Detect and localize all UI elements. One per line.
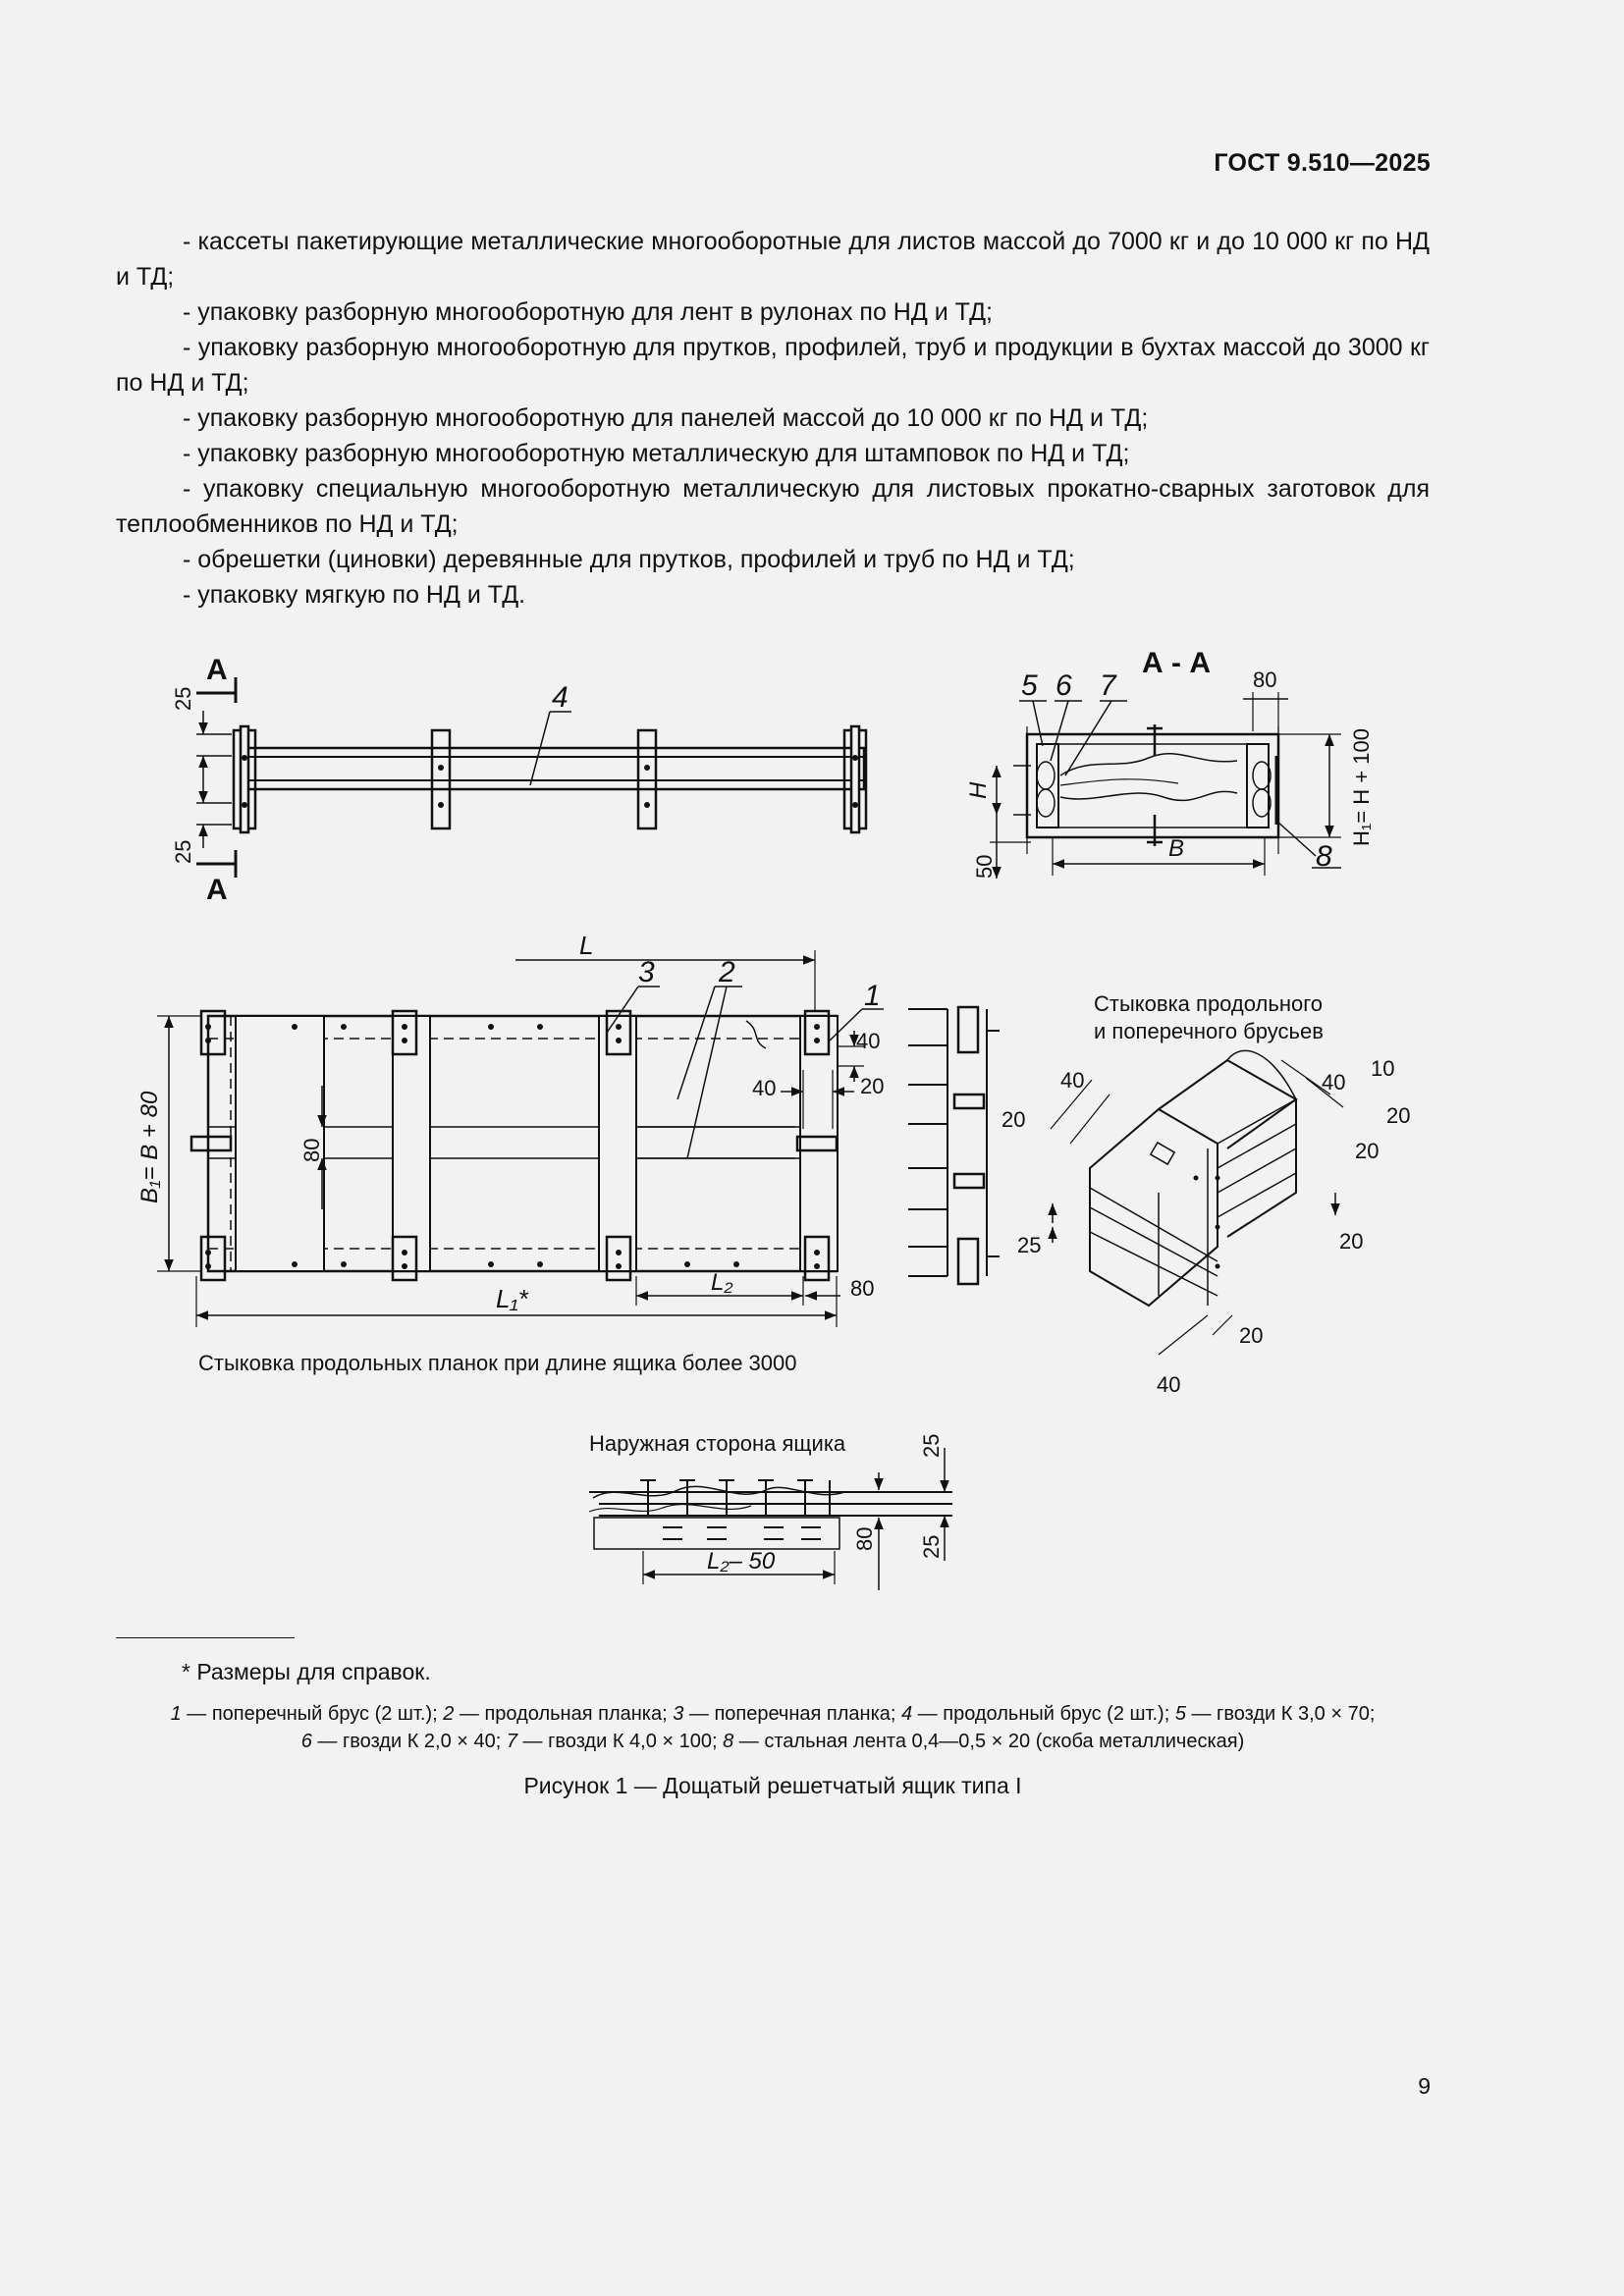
outer-side-title: Наружная сторона ящика — [589, 1431, 846, 1456]
corner-joint — [1001, 991, 1410, 1397]
legend-num: 5 — [1174, 1703, 1186, 1725]
dim-H1: H₁= H + 100 — [1349, 728, 1374, 846]
callout-4: 4 — [552, 681, 568, 714]
dim-L: L — [579, 931, 594, 960]
dim-25-bottom: 25 — [171, 839, 195, 864]
legend-text: — поперечный брус (2 шт.); — [181, 1703, 444, 1725]
legend-text: — гвозди К 3,0 × 70; — [1185, 1703, 1376, 1725]
footnote: * Размеры для справок. — [182, 1659, 431, 1684]
legend-num: 8 — [723, 1731, 734, 1752]
section-mark-bottom: А — [206, 874, 228, 906]
dim-B: B — [1168, 835, 1185, 862]
callout-1: 1 — [864, 980, 881, 1012]
dim-80-outer: 80 — [852, 1526, 877, 1551]
section-mark-top: А — [206, 654, 228, 686]
legend-num: 4 — [901, 1703, 913, 1725]
legend-num: 6 — [300, 1731, 312, 1752]
legend-text: — гвозди К 4,0 × 100; — [516, 1731, 724, 1752]
joint-dim-20d: 20 — [1339, 1229, 1364, 1254]
paragraph: - обрешетки (циновки) деревянные для прутков, профилей и труб по НД и ТД; — [183, 546, 1075, 573]
callout-5: 5 — [1021, 669, 1038, 702]
legend-num: 1 — [170, 1703, 182, 1725]
document-id: ГОСТ 9.510—2025 — [1214, 149, 1431, 177]
joint-dim-10: 10 — [1371, 1056, 1395, 1081]
joint-dim-20a: 20 — [1001, 1107, 1026, 1132]
paragraph: - упаковку мягкую по НД и ТД. — [183, 581, 526, 609]
figure-caption: Рисунок 1 — Дощатый решетчатый ящик типа I — [523, 1773, 1022, 1798]
joint-dim-40c: 40 — [1157, 1372, 1181, 1397]
legend-num: 7 — [506, 1731, 517, 1752]
callout-2: 2 — [719, 956, 735, 988]
legend-text: — поперечная планка; — [683, 1703, 901, 1725]
dim-40-joint: 40 — [752, 1076, 777, 1100]
joint-dim-20b: 20 — [1386, 1103, 1411, 1128]
joint-dim-25: 25 — [1017, 1233, 1042, 1257]
paragraph: - упаковку специальную многооборотную металлическую для листовых прокатно-сварных заготовок для теплообменников по НД и ТД; — [116, 475, 1430, 538]
joint-title-2: и поперечного брусьев — [1094, 1019, 1324, 1043]
callout-7: 7 — [1100, 669, 1116, 702]
callout-3: 3 — [638, 956, 655, 988]
dim-40-right: 40 — [856, 1029, 881, 1053]
legend-text: — продольная планка; — [454, 1703, 674, 1725]
dim-L2-50: L₂– 50 — [707, 1548, 776, 1575]
dim-80-mid: 80 — [299, 1138, 324, 1162]
paragraph: - упаковку разборную многооборотную для лент в рулонах по НД и ТД; — [183, 298, 993, 326]
dim-25-outer-top: 25 — [919, 1433, 944, 1458]
joint-dim-40b: 40 — [1322, 1070, 1346, 1095]
legend-text: — гвозди К 2,0 × 40; — [311, 1731, 507, 1752]
dim-25-top: 25 — [171, 686, 195, 711]
dim-50: 50 — [972, 854, 997, 879]
paragraph: - упаковку разборную многооборотную для прутков, профилей, труб и продукции в бухтах массой до 3000 кг по НД и ТД; — [116, 334, 1430, 397]
figure-legend — [116, 1700, 1430, 1755]
dim-25-outer-bottom: 25 — [919, 1534, 944, 1559]
dim-20-joint: 20 — [860, 1074, 885, 1098]
caption-joint-long: Стыковка продольных планок при длине ящика более 3000 — [198, 1351, 797, 1375]
outer-side-detail — [589, 1431, 952, 1590]
joint-dim-20e: 20 — [1239, 1323, 1264, 1348]
side-strip — [908, 1007, 1000, 1284]
callout-6: 6 — [1056, 669, 1072, 702]
section-title: А - А — [1142, 647, 1211, 679]
dim-80-right: 80 — [850, 1276, 875, 1301]
joint-dim-20c: 20 — [1355, 1139, 1380, 1163]
main-view — [136, 931, 1000, 1327]
joint-title-1: Стыковка продольного — [1094, 991, 1323, 1016]
dim-80-section: 80 — [1253, 667, 1277, 692]
dim-H: H — [965, 781, 992, 799]
dim-L1: L₁* — [496, 1284, 528, 1313]
legend-text: — стальная лента 0,4—0,5 × 20 (скоба металлическая) — [733, 1731, 1245, 1752]
paragraph: - упаковку разборную многооборотную для панелей массой до 10 000 кг по НД и ТД; — [183, 404, 1149, 432]
section-aa — [965, 647, 1374, 879]
paragraph: - кассеты пакетирующие металлические многооборотные для листов массой до 7000 кг и до 10 000 кг по НД и ТД; — [116, 228, 1430, 291]
top-view — [171, 654, 866, 906]
footnote-rule — [116, 1637, 295, 1638]
dim-L2: L₂ — [711, 1269, 733, 1296]
legend-num: 2 — [443, 1703, 455, 1725]
legend-text: — продольный брус (2 шт.); — [912, 1703, 1175, 1725]
page-number: 9 — [1418, 2073, 1431, 2099]
callout-8: 8 — [1316, 840, 1332, 873]
legend-num: 3 — [673, 1703, 684, 1725]
joint-dim-40a: 40 — [1060, 1068, 1085, 1093]
dim-B1: B₁= B + 80 — [136, 1091, 163, 1203]
paragraph: - упаковку разборную многооборотную металлическую для штамповок по НД и ТД; — [183, 440, 1130, 467]
